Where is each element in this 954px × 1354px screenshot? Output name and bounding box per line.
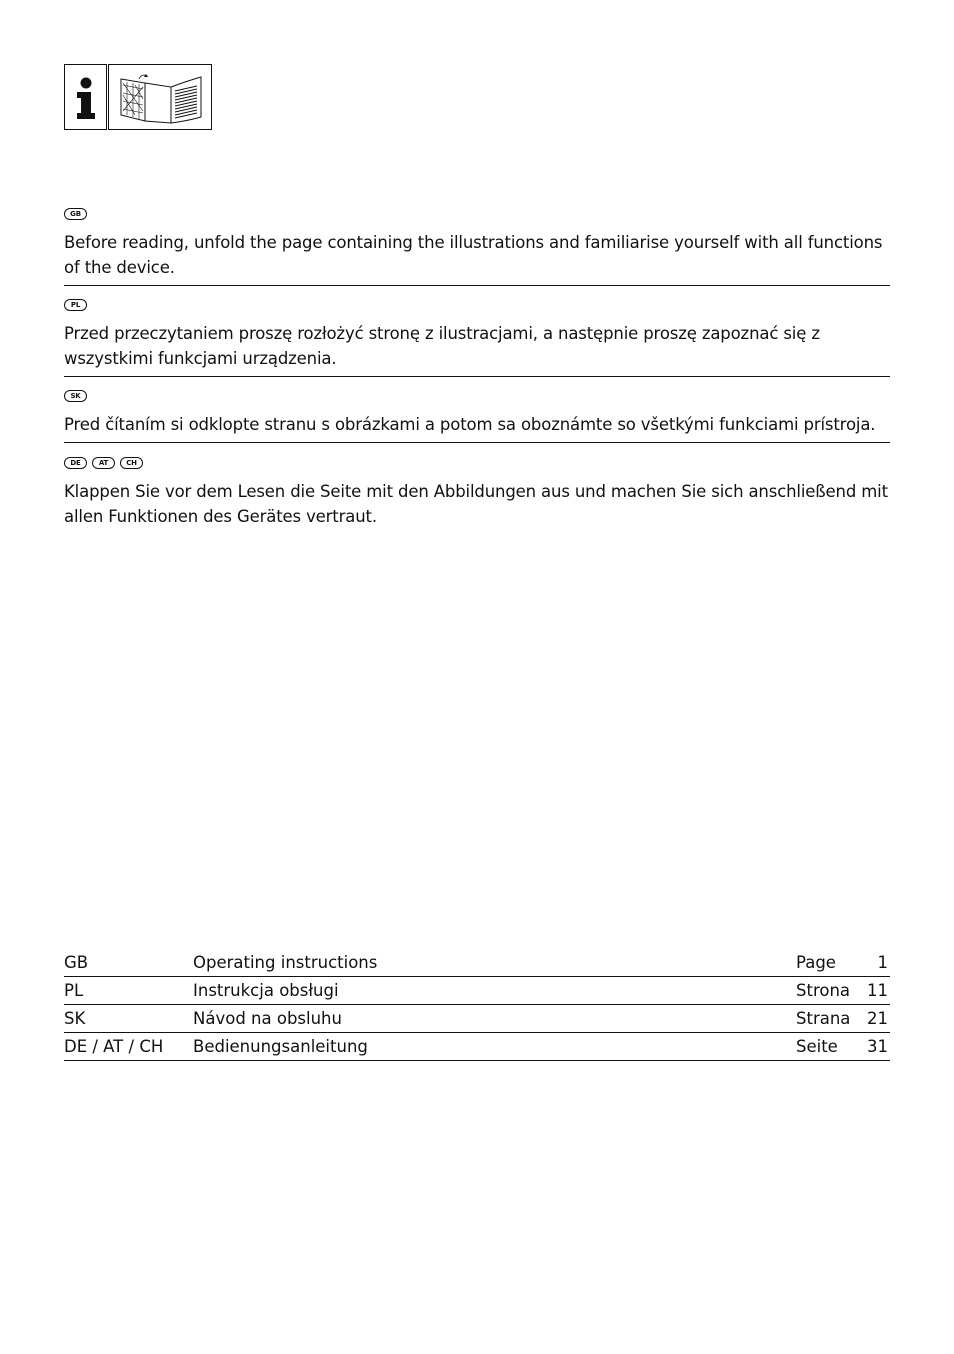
- language-badge: DE: [64, 457, 87, 469]
- toc-page-label: Seite: [796, 1037, 838, 1056]
- language-badges: [64, 388, 890, 404]
- toc-title: Bedienungsanleitung: [193, 1037, 368, 1056]
- toc-title: Návod na obsluhu: [193, 1009, 342, 1028]
- toc-row: [64, 1034, 890, 1061]
- divider: [64, 285, 890, 286]
- section-text: Pred čítaním si odklopte stranu s obrázkami a potom sa oboznámte so všetkými funkciami prístroja.: [64, 415, 876, 434]
- toc-page-label: Strona: [796, 981, 851, 1000]
- table-of-contents: [64, 950, 890, 1062]
- section-text: Klappen Sie vor dem Lesen die Seite mit den Abbildungen aus und machen Sie sich anschließend mit allen Funktionen des Gerätes vertraut.: [64, 482, 888, 526]
- toc-page-number: 31: [867, 1037, 888, 1056]
- toc-title: Instrukcja obsługi: [193, 981, 339, 1000]
- toc-language-code: SK: [64, 1009, 86, 1028]
- info-icon: [64, 64, 107, 130]
- toc-language-code: DE / AT / CH: [64, 1037, 164, 1056]
- language-badge: PL: [64, 299, 87, 311]
- language-badge: SK: [64, 390, 87, 402]
- divider: [64, 376, 890, 377]
- language-badges: [64, 455, 890, 471]
- language-badge: GB: [64, 208, 87, 220]
- section-text: Before reading, unfold the page containing the illustrations and familiarise yourself with all functions of the device.: [64, 233, 883, 277]
- section-pl: [64, 297, 890, 371]
- language-badge: CH: [120, 457, 143, 469]
- divider: [64, 442, 890, 443]
- language-badges: [64, 206, 890, 222]
- toc-page-number: 11: [867, 981, 888, 1000]
- fold-out-page-icon: [108, 64, 212, 130]
- language-badge: AT: [92, 457, 115, 469]
- section-de-at-ch: [64, 455, 890, 529]
- toc-page-label: Page: [796, 953, 836, 972]
- section-sk: [64, 388, 890, 437]
- toc-row: [64, 978, 890, 1005]
- section-gb: [64, 206, 890, 280]
- toc-page-number: 1: [877, 953, 888, 972]
- toc-language-code: GB: [64, 953, 89, 972]
- language-badges: [64, 297, 890, 313]
- toc-page-number: 21: [867, 1009, 888, 1028]
- toc-row: [64, 1006, 890, 1033]
- toc-page-label: Strana: [796, 1009, 851, 1028]
- toc-title: Operating instructions: [193, 953, 378, 972]
- section-text: Przed przeczytaniem proszę rozłożyć stronę z ilustracjami, a następnie proszę zapoznać się z wszystkimi funkcjami urządzenia.: [64, 324, 820, 368]
- toc-row: [64, 950, 890, 977]
- toc-language-code: PL: [64, 981, 84, 1000]
